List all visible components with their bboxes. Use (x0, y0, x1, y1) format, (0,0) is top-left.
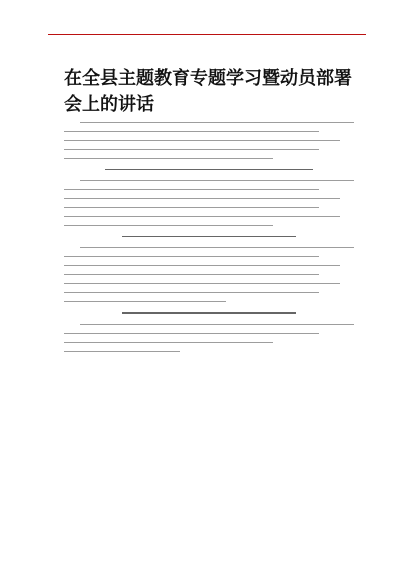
paragraph-1 (64, 122, 354, 159)
text-line (64, 301, 226, 302)
text-line (64, 342, 273, 343)
text-line (64, 140, 340, 141)
text-line (64, 207, 319, 208)
bottom-contact-bar (0, 552, 408, 568)
text-line (64, 189, 319, 190)
text-line (64, 225, 273, 226)
paragraph-4 (64, 324, 354, 352)
text-line (64, 216, 340, 217)
section-heading-1 (105, 169, 314, 170)
paragraph-2 (64, 180, 354, 226)
text-line (64, 274, 319, 275)
paragraph-3 (64, 247, 354, 302)
document-body (64, 120, 354, 550)
text-line (80, 247, 354, 248)
text-line (64, 283, 340, 284)
text-line (64, 333, 319, 334)
text-line (64, 292, 319, 293)
section-heading-2 (122, 236, 296, 237)
text-line (64, 198, 340, 199)
text-line (64, 131, 319, 132)
document-title: 在全县主题教育专题学习暨动员部署会上的讲话 (64, 68, 352, 115)
text-line (80, 324, 354, 325)
top-banner (48, 18, 366, 35)
text-line (64, 265, 340, 266)
text-line (64, 149, 319, 150)
text-line (80, 122, 354, 123)
text-line (80, 180, 354, 181)
section-heading-3 (122, 312, 296, 313)
text-line (64, 256, 319, 257)
text-line (64, 158, 273, 159)
text-line (64, 351, 180, 352)
